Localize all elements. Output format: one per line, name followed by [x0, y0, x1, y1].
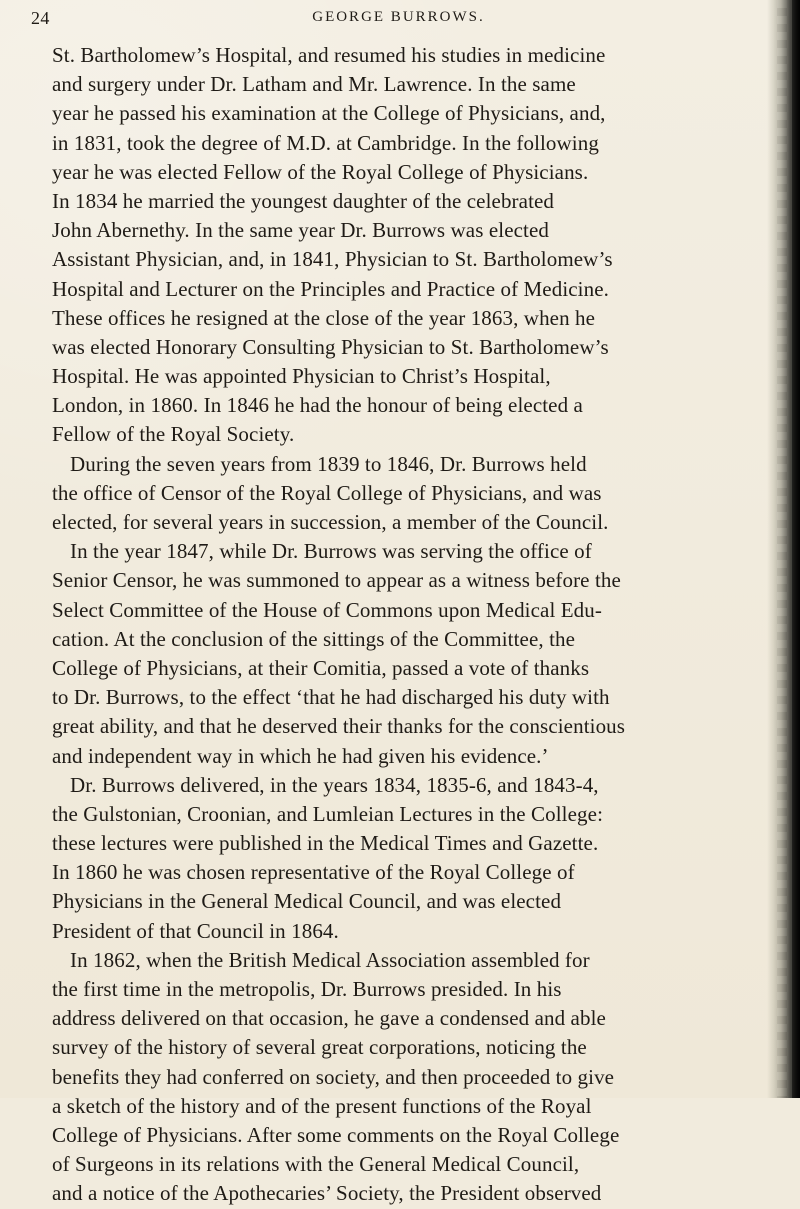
text-line-17: elected, for several years in succession, a member of the Council. — [52, 510, 609, 534]
page-header — [31, 8, 766, 32]
text-line-10: These offices he resigned at the close of the year 1863, when he — [52, 305, 596, 330]
text-line-19: Senior Censor, he was summoned to appear as a witness before the — [52, 568, 621, 593]
text-line-4: in 1831, took the degree of M.D. at Cambridge. In the following — [52, 130, 599, 155]
text-line-6: In 1834 he married the youngest daughter of the celebrated — [52, 188, 555, 213]
text-line-39: of Surgeons in its relations with the General Medical Council, — [52, 1152, 580, 1177]
text-line-8: Assistant Physician, and, in 1841, Physician to St. Bartholomew’s — [52, 247, 613, 272]
body-text — [52, 41, 770, 1209]
text-line-28: these lectures were published in the Medical Times and Gazette. — [52, 831, 599, 856]
text-line-20: Select Committee of the House of Commons upon Medical Edu- — [52, 597, 602, 622]
text-line-14: Fellow of the Royal Society. — [52, 422, 295, 447]
text-line-27: the Gulstonian, Croonian, and Lumleian Lectures in the College: — [52, 801, 603, 826]
text-line-15: During the seven years from 1839 to 1846, Dr. Burrows held — [70, 451, 587, 476]
text-line-13: London, in 1860. In 1846 he had the honour of being elected a — [52, 393, 583, 418]
text-line-7: John Abernethy. In the same year Dr. Burrows was elected — [52, 218, 550, 243]
text-line-21: cation. At the conclusion of the sittings of the Committee, the — [52, 626, 576, 651]
text-line-23: to Dr. Burrows, to the effect ‘that he had discharged his duty with — [52, 685, 610, 710]
text-line-40: and a notice of the Apothecaries’ Society, the President observed — [52, 1181, 602, 1206]
text-line-18: In the year 1847, while Dr. Burrows was serving the office of — [70, 539, 592, 564]
text-line-1: St. Bartholomew’s Hospital, and resumed his studies in medicine — [52, 43, 606, 67]
text-line-24: great ability, and that he deserved their thanks for the conscientious — [52, 714, 626, 739]
text-line-9: Hospital and Lecturer on the Principles and Practice of Medicine. — [52, 276, 609, 301]
text-line-25: and independent way in which he had given his evidence.’ — [52, 743, 549, 768]
running-head: GEORGE BURROWS. — [312, 9, 485, 25]
text-line-31: President of that Council in 1864. — [52, 918, 339, 943]
text-line-30: Physicians in the General Medical Council, and was elected — [52, 889, 562, 914]
text-line-26: Dr. Burrows delivered, in the years 1834, 1835-6, and 1843-4, — [70, 772, 599, 797]
text-line-12: Hospital. He was appointed Physician to Christ’s Hospital, — [52, 364, 551, 389]
text-line-16: the office of Censor of the Royal College of Physicians, and was — [52, 480, 602, 505]
text-line-29: In 1860 he was chosen representative of the Royal College of — [52, 860, 575, 885]
text-line-35: survey of the history of several great corporations, noticing the — [52, 1035, 587, 1060]
text-line-38: College of Physicians. After some comments on the Royal College — [52, 1122, 620, 1147]
text-line-5: year he was elected Fellow of the Royal College of Physicians. — [52, 159, 589, 184]
text-line-33: the first time in the metropolis, Dr. Burrows presided. In his — [52, 977, 562, 1001]
text-line-32: In 1862, when the British Medical Association assembled for — [70, 947, 590, 972]
text-line-37: a sketch of the history and of the present functions of the Royal — [52, 1093, 592, 1118]
text-line-36: benefits they had conferred on society, and then proceeded to give — [52, 1064, 615, 1089]
text-line-22: College of Physicians, at their Comitia, passed a vote of thanks — [52, 655, 590, 680]
page-edge-shadow — [767, 0, 800, 1098]
text-line-34: address delivered on that occasion, he gave a condensed and able — [52, 1006, 606, 1031]
page-number: 24 — [31, 8, 50, 28]
text-line-11: was elected Honorary Consulting Physician to St. Bartholomew’s — [52, 334, 609, 359]
text-line-2: and surgery under Dr. Latham and Mr. Lawrence. In the same — [52, 72, 576, 97]
text-line-3: year he passed his examination at the College of Physicians, and, — [52, 101, 606, 126]
